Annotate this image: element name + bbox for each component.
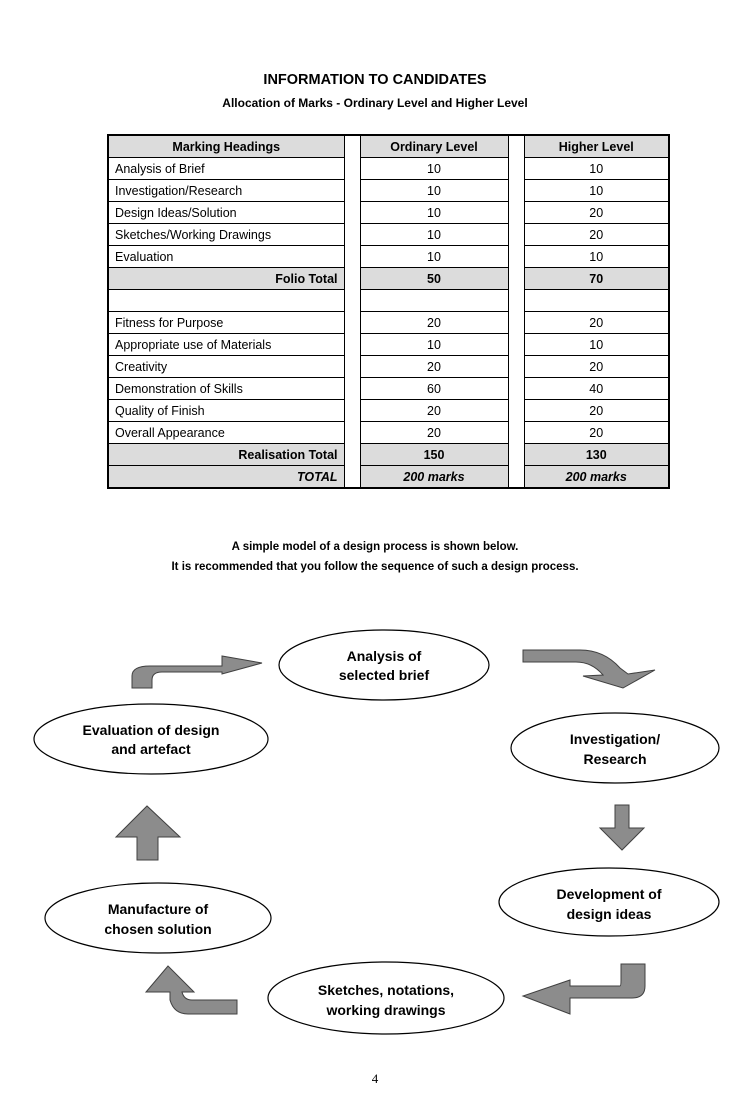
realisation-total-higher: 130 bbox=[524, 444, 669, 466]
column-gap bbox=[508, 356, 524, 378]
column-gap bbox=[344, 268, 360, 290]
column-gap bbox=[344, 224, 360, 246]
higher-mark: 10 bbox=[524, 158, 669, 180]
column-gap bbox=[344, 400, 360, 422]
column-gap bbox=[508, 422, 524, 444]
blank-cell bbox=[108, 290, 344, 312]
step-analysis-of-brief bbox=[279, 630, 489, 700]
ordinary-mark: 10 bbox=[360, 334, 508, 356]
step-label-line1: Analysis of bbox=[346, 648, 422, 664]
table-row bbox=[108, 378, 669, 400]
page-title: INFORMATION TO CANDIDATES bbox=[263, 72, 487, 88]
arrow-curved-down-left-icon bbox=[523, 964, 645, 1014]
higher-mark: 20 bbox=[524, 202, 669, 224]
folio-total-label: Folio Total bbox=[108, 268, 344, 290]
step-development-of-ideas bbox=[499, 868, 719, 936]
column-gap bbox=[344, 356, 360, 378]
column-gap bbox=[344, 202, 360, 224]
column-gap bbox=[508, 268, 524, 290]
column-gap bbox=[508, 290, 524, 312]
column-gap bbox=[344, 135, 360, 158]
arrow-up-icon bbox=[116, 806, 180, 860]
column-gap bbox=[344, 334, 360, 356]
realisation-total-label: Realisation Total bbox=[108, 444, 344, 466]
step-label-line1: Manufacture of bbox=[107, 901, 209, 917]
column-gap bbox=[344, 422, 360, 444]
column-gap bbox=[508, 158, 524, 180]
column-gap bbox=[344, 312, 360, 334]
table-row bbox=[108, 422, 669, 444]
ordinary-mark: 10 bbox=[360, 224, 508, 246]
higher-mark: 20 bbox=[524, 356, 669, 378]
step-evaluation bbox=[34, 704, 268, 774]
ordinary-mark: 20 bbox=[360, 400, 508, 422]
column-header-higher-level: Higher Level bbox=[524, 135, 669, 158]
row-heading: Fitness for Purpose bbox=[108, 312, 344, 334]
arrow-curved-up-right-icon bbox=[132, 656, 262, 688]
column-header-ordinary-level: Ordinary Level bbox=[360, 135, 508, 158]
table-row bbox=[108, 312, 669, 334]
step-label-line1: Sketches, notations, bbox=[317, 982, 455, 998]
row-heading: Appropriate use of Materials bbox=[108, 334, 344, 356]
column-gap bbox=[344, 158, 360, 180]
step-label-line2: working drawings bbox=[326, 1002, 446, 1018]
ordinary-mark: 20 bbox=[360, 422, 508, 444]
ordinary-mark: 10 bbox=[360, 246, 508, 268]
column-gap bbox=[344, 444, 360, 466]
ordinary-mark: 60 bbox=[360, 378, 508, 400]
page-subtitle: Allocation of Marks - Ordinary Level and Higher Level bbox=[222, 96, 528, 110]
row-heading: Investigation/Research bbox=[108, 180, 344, 202]
table-row bbox=[108, 246, 669, 268]
step-label-line2: Research bbox=[583, 751, 647, 767]
ordinary-mark: 10 bbox=[360, 180, 508, 202]
grand-total-higher: 200 marks bbox=[524, 466, 669, 489]
row-heading: Evaluation bbox=[108, 246, 344, 268]
grand-total-label: TOTAL bbox=[108, 466, 344, 489]
step-label-line2: and artefact bbox=[111, 741, 191, 757]
blank-row bbox=[108, 290, 669, 312]
row-heading: Quality of Finish bbox=[108, 400, 344, 422]
step-label-line2: chosen solution bbox=[104, 921, 212, 937]
column-gap bbox=[508, 312, 524, 334]
column-gap bbox=[508, 246, 524, 268]
higher-mark: 20 bbox=[524, 312, 669, 334]
folio-total-ordinary: 50 bbox=[360, 268, 508, 290]
higher-mark: 20 bbox=[524, 422, 669, 444]
page-number: 4 bbox=[371, 1071, 379, 1086]
column-gap bbox=[508, 202, 524, 224]
design-process-recommendation: It is recommended that you follow the sequence of such a design process. bbox=[171, 561, 579, 573]
row-heading: Demonstration of Skills bbox=[108, 378, 344, 400]
higher-mark: 20 bbox=[524, 224, 669, 246]
table-row bbox=[108, 334, 669, 356]
step-investigation-research bbox=[511, 713, 719, 783]
grand-total-row bbox=[108, 466, 669, 489]
step-label-line1: Investigation/ bbox=[569, 731, 661, 747]
row-heading: Design Ideas/Solution bbox=[108, 202, 344, 224]
column-gap bbox=[344, 246, 360, 268]
table-row bbox=[108, 356, 669, 378]
step-label-line1: Development of bbox=[556, 886, 662, 902]
step-label-line1: Evaluation of design bbox=[82, 722, 220, 738]
realisation-total-row bbox=[108, 444, 669, 466]
design-process-diagram bbox=[0, 600, 750, 1040]
row-heading: Overall Appearance bbox=[108, 422, 344, 444]
marks-allocation-table bbox=[107, 134, 670, 489]
column-gap bbox=[508, 180, 524, 202]
folio-total-row bbox=[108, 268, 669, 290]
table-row bbox=[108, 202, 669, 224]
step-sketches-drawings bbox=[268, 962, 504, 1034]
ordinary-mark: 10 bbox=[360, 158, 508, 180]
design-process-intro: A simple model of a design process is shown below. bbox=[231, 541, 519, 553]
table-row bbox=[108, 400, 669, 422]
higher-mark: 20 bbox=[524, 400, 669, 422]
blank-cell bbox=[524, 290, 669, 312]
step-label-line2: selected brief bbox=[338, 667, 430, 683]
column-gap bbox=[344, 290, 360, 312]
column-gap bbox=[508, 135, 524, 158]
column-gap bbox=[344, 378, 360, 400]
table-row bbox=[108, 158, 669, 180]
arrow-curved-right-down-icon bbox=[523, 650, 655, 688]
step-label-line2: design ideas bbox=[566, 906, 652, 922]
row-heading: Sketches/Working Drawings bbox=[108, 224, 344, 246]
table-header-row bbox=[108, 135, 669, 158]
higher-mark: 40 bbox=[524, 378, 669, 400]
step-manufacture bbox=[45, 883, 271, 953]
column-header-marking-headings: Marking Headings bbox=[108, 135, 344, 158]
row-heading: Analysis of Brief bbox=[108, 158, 344, 180]
table-row bbox=[108, 180, 669, 202]
realisation-total-ordinary: 150 bbox=[360, 444, 508, 466]
higher-mark: 10 bbox=[524, 334, 669, 356]
arrow-curved-left-up-icon bbox=[146, 966, 237, 1014]
higher-mark: 10 bbox=[524, 180, 669, 202]
column-gap bbox=[508, 444, 524, 466]
column-gap bbox=[508, 334, 524, 356]
folio-total-higher: 70 bbox=[524, 268, 669, 290]
table-row bbox=[108, 224, 669, 246]
column-gap bbox=[508, 466, 524, 489]
column-gap bbox=[508, 400, 524, 422]
ordinary-mark: 20 bbox=[360, 312, 508, 334]
higher-mark: 10 bbox=[524, 246, 669, 268]
column-gap bbox=[508, 224, 524, 246]
grand-total-ordinary: 200 marks bbox=[360, 466, 508, 489]
column-gap bbox=[508, 378, 524, 400]
row-heading: Creativity bbox=[108, 356, 344, 378]
arrow-down-icon bbox=[600, 805, 644, 850]
blank-cell bbox=[360, 290, 508, 312]
ordinary-mark: 20 bbox=[360, 356, 508, 378]
ordinary-mark: 10 bbox=[360, 202, 508, 224]
column-gap bbox=[344, 466, 360, 489]
column-gap bbox=[344, 180, 360, 202]
